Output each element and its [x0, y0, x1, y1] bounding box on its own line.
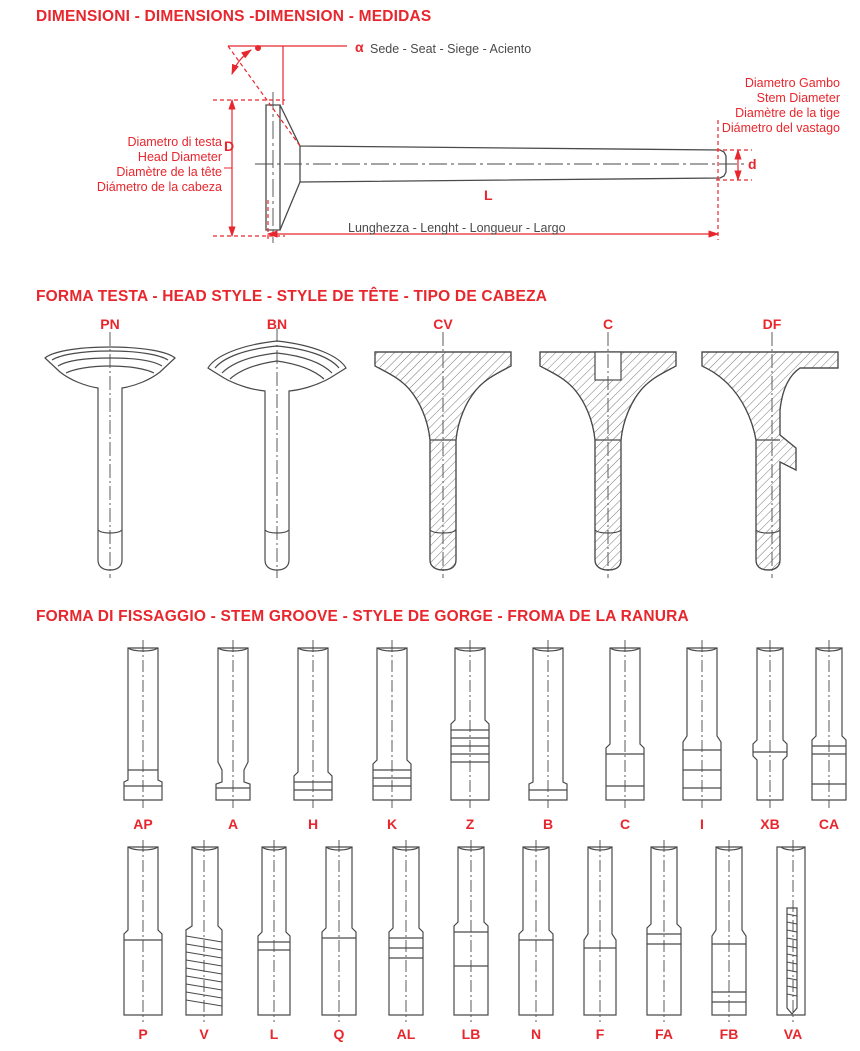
stem-figure-lb: [454, 840, 488, 1022]
head-diameter-label-line1: Diametro di testa: [127, 135, 222, 149]
stem-groove-code-lb: LB: [461, 1026, 481, 1042]
seat-label: Sede - Seat - Siege - Aciento: [370, 42, 532, 56]
stem-groove-code-l: L: [269, 1026, 279, 1042]
stem-figure-k: [373, 640, 411, 808]
head-style-code-pn: PN: [100, 316, 120, 332]
stem-groove-code-c: C: [619, 816, 631, 832]
stem-figure-q: [322, 840, 356, 1022]
section-title-stem-groove: FORMA DI FISSAGGIO - STEM GROOVE - STYLE DE GORGE - FROMA DE LA RANURA: [36, 608, 689, 625]
stem-figure-z: [451, 640, 489, 808]
stem-diameter-label-line1: Diametro Gambo: [744, 76, 840, 90]
stem-groove-code-al: AL: [396, 1026, 416, 1042]
head-style-figures: [45, 328, 838, 578]
dimension-d-label: d: [748, 156, 757, 172]
stem-groove-code-p: P: [138, 1026, 148, 1042]
stem-figure-b: [529, 640, 567, 808]
head-figure-bn: [208, 328, 346, 578]
head-style-code-cv: CV: [433, 316, 453, 332]
head-style-code-c: C: [602, 316, 614, 332]
stem-groove-code-fa: FA: [655, 1026, 673, 1042]
stem-groove-code-b: B: [542, 816, 554, 832]
angle-symbol-label: α: [355, 39, 364, 55]
stem-figure-fa: [647, 840, 681, 1022]
stem-figure-v: [186, 840, 222, 1022]
length-label: Lunghezza - Lenght - Longueur - Largo: [348, 221, 566, 235]
head-figure-c: [540, 332, 676, 578]
stem-figure-n: [519, 840, 553, 1022]
stem-figure-a: [216, 640, 250, 808]
head-style-code-bn: BN: [266, 316, 288, 332]
stem-figure-h: [294, 640, 332, 808]
stem-figure-ca: [812, 640, 846, 808]
stem-groove-code-z: Z: [465, 816, 475, 832]
stem-groove-code-k: K: [386, 816, 398, 832]
section-title-dimensions: DIMENSIONI - DIMENSIONS -DIMENSION - MEDIDAS: [36, 8, 432, 25]
stem-figure-l: [258, 840, 290, 1022]
head-figure-cv: [375, 332, 511, 578]
dimension-D-label: D: [224, 138, 235, 154]
stem-groove-code-xb: XB: [760, 816, 780, 832]
stem-diameter-label-line4: Diámetro del vastago: [721, 121, 840, 135]
stem-figure-f: [584, 840, 616, 1022]
valve-dimension-drawing: [213, 45, 752, 243]
head-figure-pn: [45, 332, 175, 578]
stem-groove-code-va: VA: [783, 1026, 803, 1042]
stem-groove-figures-row2: [124, 840, 805, 1022]
stem-figure-c-groove: [606, 640, 644, 808]
stem-diameter-label-line2: Stem Diameter: [756, 91, 840, 105]
section-title-head-style: FORMA TESTA - HEAD STYLE - STYLE DE TÊTE - TIPO DE CABEZA: [36, 288, 548, 305]
head-diameter-label-line3: Diamètre de la tête: [116, 165, 222, 179]
stem-groove-code-h: H: [307, 816, 319, 832]
dimension-L-label: L: [484, 187, 493, 203]
stem-diameter-label-line3: Diamètre de la tige: [735, 106, 840, 120]
stem-groove-code-n: N: [530, 1026, 542, 1042]
stem-figure-va: [777, 840, 805, 1022]
stem-figure-fb: [712, 840, 746, 1022]
stem-groove-code-q: Q: [333, 1026, 345, 1042]
stem-figure-p: [124, 840, 162, 1022]
stem-groove-code-a: A: [227, 816, 239, 832]
stem-groove-code-f: F: [595, 1026, 605, 1042]
stem-groove-code-v: V: [199, 1026, 209, 1042]
stem-groove-code-i: I: [700, 816, 704, 832]
stem-figure-al: [389, 840, 423, 1022]
stem-figure-ap: [124, 640, 162, 808]
stem-groove-code-ca: CA: [818, 816, 840, 832]
stem-groove-code-fb: FB: [719, 1026, 739, 1042]
stem-groove-code-ap: AP: [133, 816, 153, 832]
stem-figure-i: [683, 640, 721, 808]
stem-groove-figures-row1: [124, 640, 846, 808]
head-style-code-df: DF: [762, 316, 782, 332]
head-diameter-label-line2: Head Diameter: [137, 150, 222, 164]
stem-figure-xb: [753, 640, 787, 808]
head-diameter-label-line4: Diámetro de la cabeza: [96, 180, 222, 194]
head-figure-df: [702, 332, 838, 578]
